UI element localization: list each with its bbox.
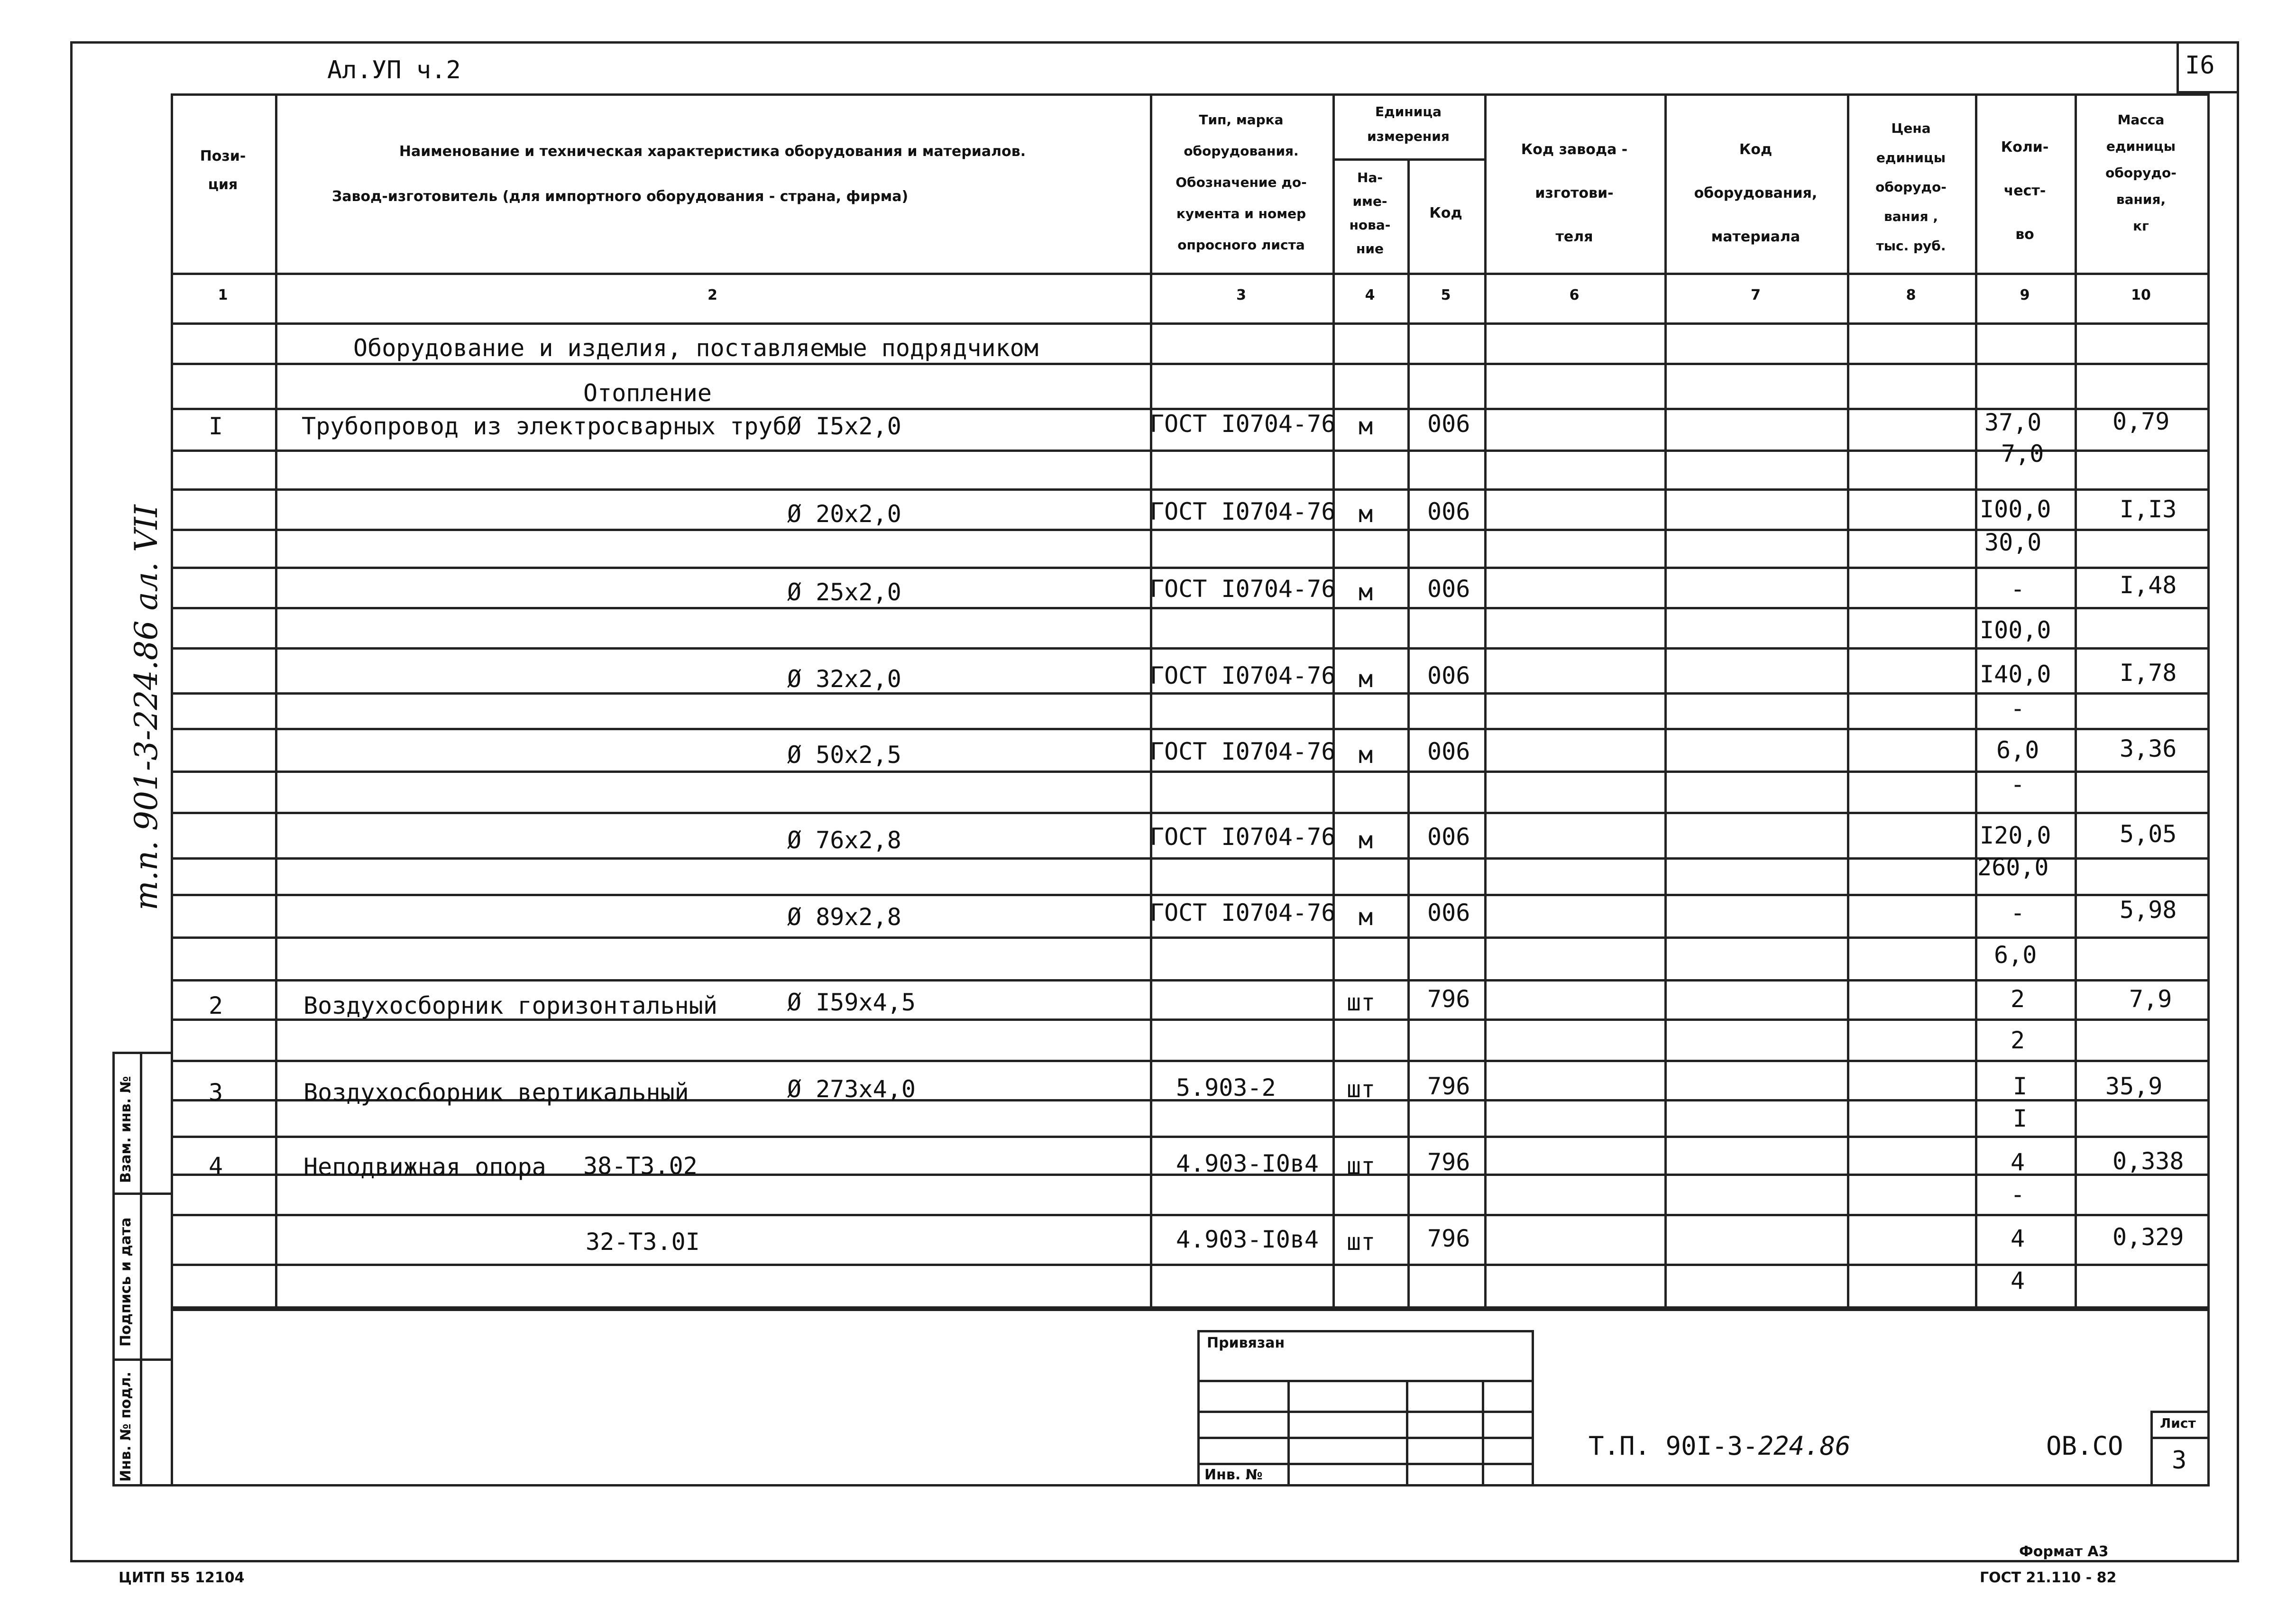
col-qty-header: Коли- чест- во [2001, 139, 2049, 243]
row-dimension: Ø 32x2,0 [787, 665, 901, 693]
row-qty: 2 [2011, 985, 2025, 1013]
row-qty: 6,0 [1996, 736, 2039, 764]
doc-code-hand: 224.86 [1758, 1431, 1851, 1461]
subsection-title: Отопление [583, 379, 712, 407]
col-num: 1 [218, 287, 228, 303]
row-qty-extra: 6,0 [1994, 941, 2037, 969]
row-mass: 3,36 [2120, 735, 2177, 762]
row-qty: I40,0 [1980, 661, 2051, 688]
row-qty-extra: - [2011, 695, 2025, 722]
row-qty-extra: - [2011, 771, 2025, 798]
row-unit-code: 006 [1427, 410, 1470, 438]
row-name: Трубопровод из электросварных труб [302, 413, 787, 440]
row-qty: I [2013, 1073, 2028, 1100]
col-num: 9 [2020, 287, 2030, 303]
row-qty-extra: 30,0 [1984, 529, 2042, 556]
row-document: ГОСТ I0704-76 [1150, 899, 1336, 927]
row-dimension: Ø 50x2,5 [787, 741, 901, 769]
row-dimension: Ø I5x2,0 [787, 413, 901, 440]
row-unit-code: 796 [1427, 985, 1470, 1013]
row-mass: 5,98 [2120, 896, 2177, 924]
col-maker-code-header: Код завода - изготови- теля [1521, 141, 1628, 245]
bottom-area [171, 1309, 2210, 1486]
row-unit: шт [1347, 1152, 1376, 1180]
row-dimension: Ø 20x2,0 [787, 500, 901, 528]
col-num: 7 [1751, 287, 1761, 303]
row-mass: I,I3 [2120, 495, 2177, 523]
row-document: 5.903-2 [1176, 1074, 1276, 1101]
row-qty-extra: 2 [2011, 1027, 2025, 1054]
row-unit-code: 796 [1427, 1225, 1470, 1252]
doc-code-prefix: Т.П. 90I-3- [1589, 1431, 1758, 1461]
col-num: 2 [707, 287, 717, 303]
doc-code [1589, 1431, 1851, 1461]
row-mass: 0,329 [2112, 1223, 2184, 1251]
row-qty: 4 [2011, 1225, 2025, 1252]
col-num: 6 [1569, 287, 1580, 303]
row-document: 4.903-I0в4 [1176, 1226, 1319, 1253]
row-dimension: Ø 89x2,8 [787, 903, 901, 931]
row-qty-extra: 260,0 [1977, 853, 2049, 881]
row-document: ГОСТ I0704-76 [1150, 575, 1336, 603]
row-unit-code: 006 [1427, 738, 1470, 765]
row-unit-code: 006 [1427, 575, 1470, 603]
row-document: ГОСТ I0704-76 [1150, 738, 1336, 765]
footer-format: Формат А3 [2019, 1543, 2109, 1560]
row-position: 2 [209, 992, 223, 1019]
bound-label: Привязан [1207, 1335, 1285, 1351]
row-document: ГОСТ I0704-76 [1150, 410, 1336, 438]
col-name-header-2: Завод-изготовитель (для импортного оборудования - страна, фирма) [332, 188, 909, 205]
row-unit: м [1359, 903, 1373, 931]
col-num: 5 [1441, 287, 1451, 303]
row-mass: I,48 [2120, 571, 2177, 599]
row-unit: м [1359, 741, 1373, 769]
row-qty-extra: I00,0 [1980, 616, 2051, 644]
row-unit-code: 006 [1427, 498, 1470, 525]
doc-ref: Ал.УП ч.2 [327, 56, 461, 84]
col-unit-code-header: Код [1429, 205, 1462, 221]
row-qty-extra: I [2013, 1105, 2028, 1132]
row-unit: шт [1347, 989, 1376, 1016]
row-unit: м [1359, 665, 1373, 693]
row-qty-extra: 7,0 [2001, 440, 2044, 468]
row-mass: 35,9 [2105, 1073, 2163, 1100]
row-document: ГОСТ I0704-76 [1150, 498, 1336, 525]
row-unit: шт [1347, 1075, 1376, 1103]
row-dimension: 38-Т3.02 [583, 1152, 698, 1180]
row-name: Воздухосборник горизонтальный [303, 992, 717, 1019]
footer-left: ЦИТП 55 12104 [119, 1569, 245, 1586]
row-unit-code: 006 [1427, 899, 1470, 927]
side-field-replace: Взам. инв. № [118, 1076, 134, 1183]
col-price-header: Цена единицы оборудо- вания , тыс. руб. [1875, 120, 1947, 254]
col-name-header-1: Наименование и техническая характеристика оборудования и материалов. [399, 143, 1026, 160]
row-mass: 5,05 [2120, 820, 2177, 848]
sheet-label: Лист [2160, 1415, 2196, 1431]
row-qty-extra: 4 [2011, 1267, 2025, 1294]
col-mass-header: Масса единицы оборудо- вания, кг [2105, 112, 2177, 234]
col-num: 10 [2131, 287, 2151, 303]
col-equipment-code-header: Код оборудования, материала [1694, 141, 1818, 245]
row-unit-code: 006 [1427, 662, 1470, 689]
row-qty: I00,0 [1980, 495, 2051, 523]
col-num: 8 [1906, 287, 1916, 303]
row-unit: м [1359, 413, 1373, 440]
row-qty: I20,0 [1980, 822, 2051, 849]
row-mass: 7,9 [2129, 985, 2172, 1013]
row-unit: м [1359, 826, 1373, 854]
col-num: 3 [1236, 287, 1246, 303]
handwritten-ref: т.п. 901-3-224.86 ал. VII [128, 505, 165, 910]
row-position: 3 [209, 1079, 223, 1106]
row-dimension: 32-Т3.0I [586, 1228, 700, 1256]
side-field-inv: Инв. № подл. [118, 1371, 134, 1482]
row-dimension: Ø 25x2,0 [787, 578, 901, 606]
page-number: I6 [2185, 51, 2215, 80]
row-qty: 37,0 [1984, 409, 2042, 436]
inv-label: Инв. № [1204, 1467, 1263, 1483]
row-unit: м [1359, 578, 1373, 606]
row-mass: 0,79 [2112, 408, 2170, 435]
row-dimension: Ø 76x2,8 [787, 826, 901, 854]
side-field-sign: Подпись и дата [118, 1217, 134, 1347]
sheet-code: ОВ.СО [2046, 1431, 2123, 1461]
col-unit-group-header: Единица измерения [1367, 104, 1450, 144]
row-qty: - [2011, 575, 2025, 603]
row-unit-code: 006 [1427, 823, 1470, 851]
row-document: 4.903-I0в4 [1176, 1150, 1319, 1177]
row-name: Неподвижная опора [303, 1153, 546, 1181]
row-mass: I,78 [2120, 659, 2177, 687]
row-document: ГОСТ I0704-76 [1150, 662, 1336, 689]
row-position: I [209, 413, 223, 440]
row-qty: 4 [2011, 1148, 2025, 1176]
row-qty-extra: - [2011, 1181, 2025, 1208]
col-type-header: Тип, марка оборудования. Обозначение до- кумента и номер опросного листа [1176, 112, 1307, 253]
footer-gost: ГОСТ 21.110 - 82 [1980, 1569, 2117, 1586]
row-name: Воздухосборник вертикальный [303, 1079, 689, 1106]
spec-table [171, 93, 2210, 1309]
section-title: Оборудование и изделия, поставляемые подрядчиком [353, 334, 1038, 362]
row-document: ГОСТ I0704-76 [1150, 823, 1336, 851]
row-unit-code: 796 [1427, 1148, 1470, 1176]
col-position-header: Пози- ция [200, 148, 246, 193]
row-mass: 0,338 [2112, 1147, 2184, 1175]
row-unit: шт [1347, 1228, 1376, 1256]
sheet-number: 3 [2172, 1446, 2187, 1475]
row-qty: - [2011, 899, 2025, 927]
row-position: 4 [209, 1152, 223, 1180]
row-dimension: Ø I59x4,5 [787, 989, 916, 1016]
row-dimension: Ø 273x4,0 [787, 1075, 916, 1103]
row-unit-code: 796 [1427, 1073, 1470, 1100]
col-num: 4 [1365, 287, 1375, 303]
col-unit-name-header: На- име- нова- ние [1349, 170, 1391, 257]
row-unit: м [1359, 500, 1373, 528]
